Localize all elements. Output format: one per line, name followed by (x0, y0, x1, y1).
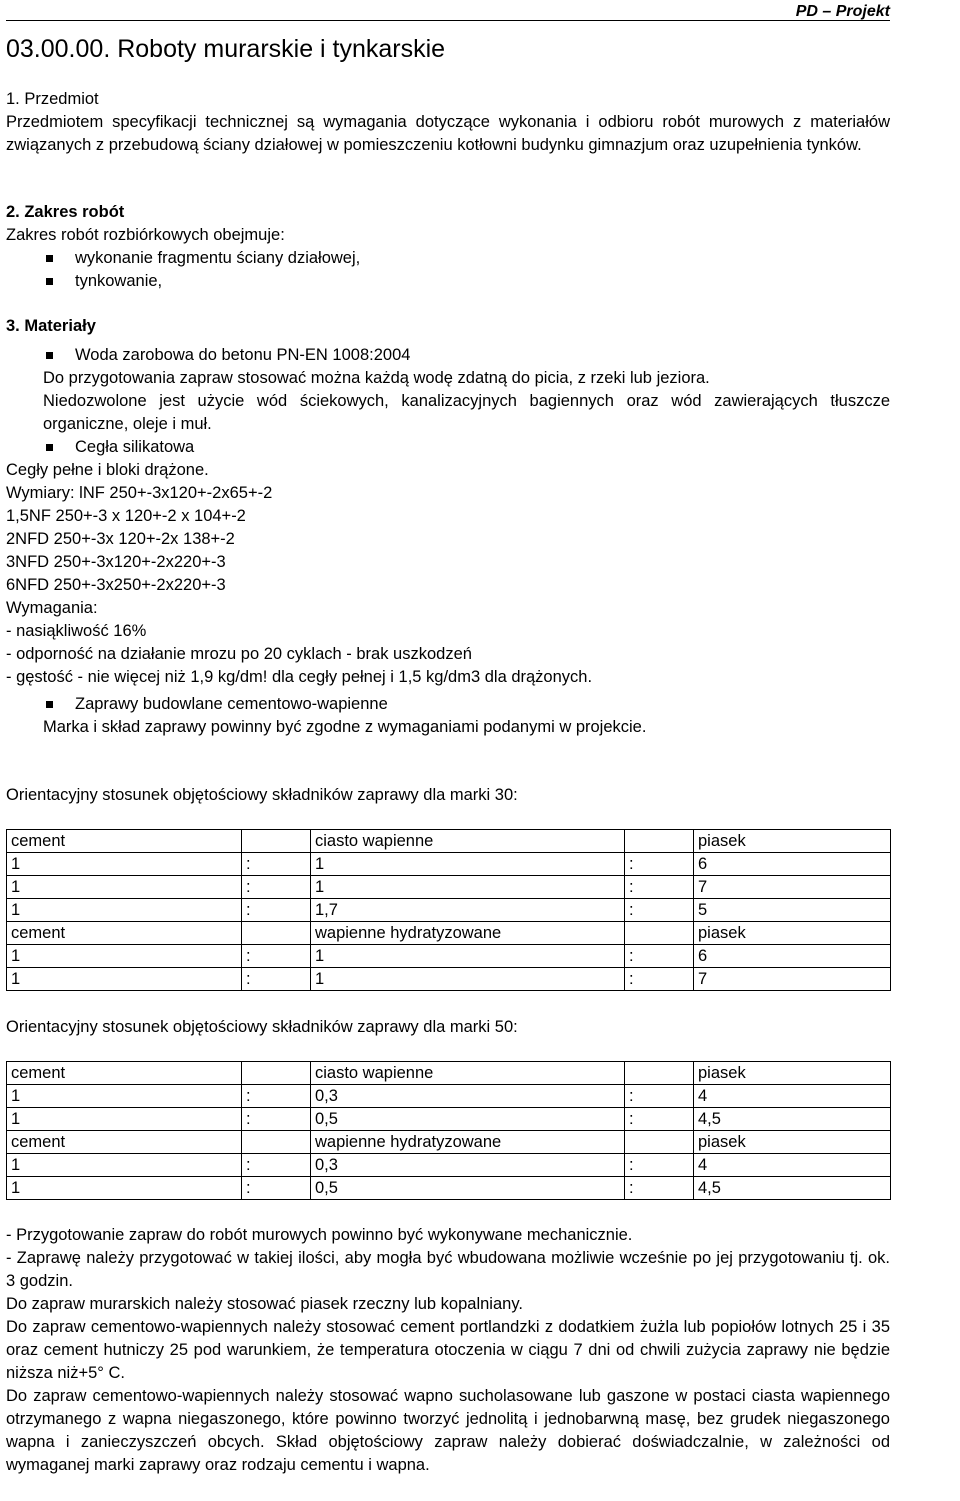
note-paragraph: Do zapraw murarskich należy stosować piasek rzeczny lub kopalniany. (6, 1295, 523, 1313)
table-cell: cement (7, 1062, 242, 1085)
table-cell: ciasto wapienne (311, 1062, 625, 1085)
table-cell (625, 830, 694, 853)
note-paragraph: - Przygotowanie zapraw do robót murowych powinno być wykonywane mechanicznie. (6, 1226, 633, 1244)
table-cell: 1 (7, 1108, 242, 1131)
table-cell: 1 (7, 876, 242, 899)
note-paragraph: Do zapraw cementowo-wapiennych należy stosować cement portlandzki z dodatkiem żużla lub popiołów lotnych 25 i 35 oraz cement hutniczy 25 pod warunkiem, że temperatura otoczenia w ciągu 7 dni od chwili zużycia zaprawy nie będzie niższa niż+5° C. (6, 1318, 890, 1382)
table-cell: 1 (7, 1177, 242, 1200)
list-item: tynkowanie, (6, 270, 890, 293)
table-cell: cement (7, 830, 242, 853)
section-heading: 2. Zakres robót (6, 203, 125, 221)
table-cell: 4 (694, 1154, 891, 1177)
table-cell (242, 1131, 311, 1154)
table-cell: 1 (7, 853, 242, 876)
table-cell: 1 (7, 1154, 242, 1177)
table-row (7, 1177, 891, 1200)
table-cell: 1 (7, 945, 242, 968)
table-row (7, 968, 891, 991)
table-cell: wapienne hydratyzowane (311, 922, 625, 945)
table-cell: 1 (311, 853, 625, 876)
paragraph: Niedozwolone jest użycie wód ściekowych, kanalizacyjnych bagiennych oraz wód zawierających tłuszcze organiczne, oleje i muł. (43, 392, 890, 433)
text-line: 1,5NF 250+-3 x 120+-2 x 104+-2 (6, 507, 246, 525)
table-cell: piasek (694, 830, 891, 853)
text-line: 2NFD 250+-3x 120+-2x 138+-2 (6, 530, 235, 548)
table-cell: 0,3 (311, 1085, 625, 1108)
table-cell: : (625, 899, 694, 922)
text-line: - gęstość - nie więcej niż 1,9 kg/dm! dla cegły pełnej i 1,5 kg/dm3 dla drążonych. (6, 668, 593, 686)
table-row (7, 1108, 891, 1131)
table-cell: 4,5 (694, 1177, 891, 1200)
section-intro: Zakres robót rozbiórkowych obejmuje: (6, 226, 285, 244)
table-cell: 1 (311, 945, 625, 968)
table-row (7, 1131, 891, 1154)
table-cell: : (242, 1108, 311, 1131)
table-cell: : (625, 945, 694, 968)
table-cell: 6 (694, 853, 891, 876)
document-title: 03.00.00. Roboty murarskie i tynkarskie (6, 35, 446, 63)
table-cell: : (242, 899, 311, 922)
table-cell: : (242, 1177, 311, 1200)
table-cell: : (625, 1108, 694, 1131)
text-line: Cegły pełne i bloki drążone. (6, 461, 209, 479)
text-line: - odporność na działanie mrozu po 20 cyklach - brak uszkodzeń (6, 645, 472, 663)
table-cell: : (625, 853, 694, 876)
table-cell: 0,3 (311, 1154, 625, 1177)
table-cell: : (242, 1085, 311, 1108)
table-cell: 1 (311, 876, 625, 899)
header-divider (6, 20, 890, 21)
paragraph: Marka i skład zaprawy powinny być zgodne z wymaganiami podanymi w projekcie. (43, 718, 647, 736)
table-cell: 4,5 (694, 1108, 891, 1131)
table-caption: Orientacyjny stosunek objętościowy składników zaprawy dla marki 30: (6, 786, 518, 804)
table-cell (242, 830, 311, 853)
table-row (7, 830, 891, 853)
section-heading: 3. Materiały (6, 317, 96, 335)
section-text: Przedmiotem specyfikacji technicznej są wymagania dotyczące wykonania i odbioru robót murowych z materiałów związanych z przebudową ściany działowej w pomieszczeniu kotłowni budynku gimnazjum oraz uzupełnienia tynków. (6, 113, 890, 154)
table-cell: 7 (694, 876, 891, 899)
section-heading: 1. Przedmiot (6, 90, 99, 108)
table-cell: : (242, 876, 311, 899)
table-cell: wapienne hydratyzowane (311, 1131, 625, 1154)
table-cell: ciasto wapienne (311, 830, 625, 853)
table-cell: 7 (694, 968, 891, 991)
table-cell: piasek (694, 922, 891, 945)
table-cell: 1 (7, 968, 242, 991)
table-cell: piasek (694, 1131, 891, 1154)
header-label: PD – Projekt (795, 3, 890, 20)
note-paragraph: - Zaprawę należy przygotować w takiej ilości, aby mogła być wbudowana możliwie wcześnie po jej przygotowaniu tj. ok. 3 godzin. (6, 1249, 890, 1290)
table-row (7, 853, 891, 876)
list-item: Zaprawy budowlane cementowo-wapienne (6, 693, 890, 716)
table-cell: 1,7 (311, 899, 625, 922)
ratio-table-marka-50 (6, 1061, 891, 1200)
table-cell (625, 1131, 694, 1154)
section-materialy (6, 315, 890, 739)
text-line: - nasiąkliwość 16% (6, 622, 147, 640)
text-line: 3NFD 250+-3x120+-2x220+-3 (6, 553, 226, 571)
table-caption: Orientacyjny stosunek objętościowy składników zaprawy dla marki 50: (6, 1018, 518, 1036)
table-row (7, 922, 891, 945)
table-cell: cement (7, 1131, 242, 1154)
table-cell: : (242, 1154, 311, 1177)
table-cell: piasek (694, 1062, 891, 1085)
table-cell: cement (7, 922, 242, 945)
table-cell (242, 922, 311, 945)
text-line: 6NFD 250+-3x250+-2x220+-3 (6, 576, 226, 594)
table-cell: 0,5 (311, 1177, 625, 1200)
table-cell: 1 (311, 968, 625, 991)
table-row (7, 1085, 891, 1108)
table-row (7, 945, 891, 968)
table-cell: : (242, 968, 311, 991)
list-item: Woda zarobowa do betonu PN-EN 1008:2004 (6, 344, 890, 367)
table-cell: 6 (694, 945, 891, 968)
table-cell (625, 1062, 694, 1085)
table-cell: : (242, 853, 311, 876)
table-cell: 1 (7, 1085, 242, 1108)
text-line: Wymiary: lNF 250+-3x120+-2x65+-2 (6, 484, 273, 502)
paragraph: Do przygotowania zapraw stosować można każdą wodę zdatną do picia, z rzeki lub jeziora. (43, 369, 710, 387)
table-cell: 1 (7, 899, 242, 922)
section-zakres (6, 201, 890, 293)
table-cell: 4 (694, 1085, 891, 1108)
table-cell (625, 922, 694, 945)
table-cell: 0,5 (311, 1108, 625, 1131)
table-cell: : (625, 1085, 694, 1108)
ratio-table-marka-30 (6, 829, 891, 991)
table-cell: : (625, 1154, 694, 1177)
table-row (7, 1062, 891, 1085)
table-row (7, 876, 891, 899)
text-line: Wymagania: (6, 599, 98, 617)
table-row (7, 1154, 891, 1177)
table-cell: : (625, 876, 694, 899)
note-paragraph: Do zapraw cementowo-wapiennych należy stosować wapno sucholasowane lub gaszone w postaci ciasta wapiennego otrzymanego z wapna niegaszonego, które powinno tworzyć jednolitą i jednobarwną masę, bez grudek niegaszonego wapna i zanieczyszczeń obcych. Skład objętościowy zapraw należy dobierać doświadczalnie, w zależności od wymaganej marki zaprawy oraz rodzaju cementu i wapna. (6, 1387, 890, 1474)
table-cell: 5 (694, 899, 891, 922)
table-cell: : (625, 968, 694, 991)
table-cell: : (625, 1177, 694, 1200)
list-item: Cegła silikatowa (6, 436, 890, 459)
list-item: wykonanie fragmentu ściany działowej, (6, 247, 890, 270)
notes-section (6, 1224, 890, 1477)
table-cell (242, 1062, 311, 1085)
section-przedmiot (6, 88, 890, 157)
table-cell: : (242, 945, 311, 968)
table-row (7, 899, 891, 922)
